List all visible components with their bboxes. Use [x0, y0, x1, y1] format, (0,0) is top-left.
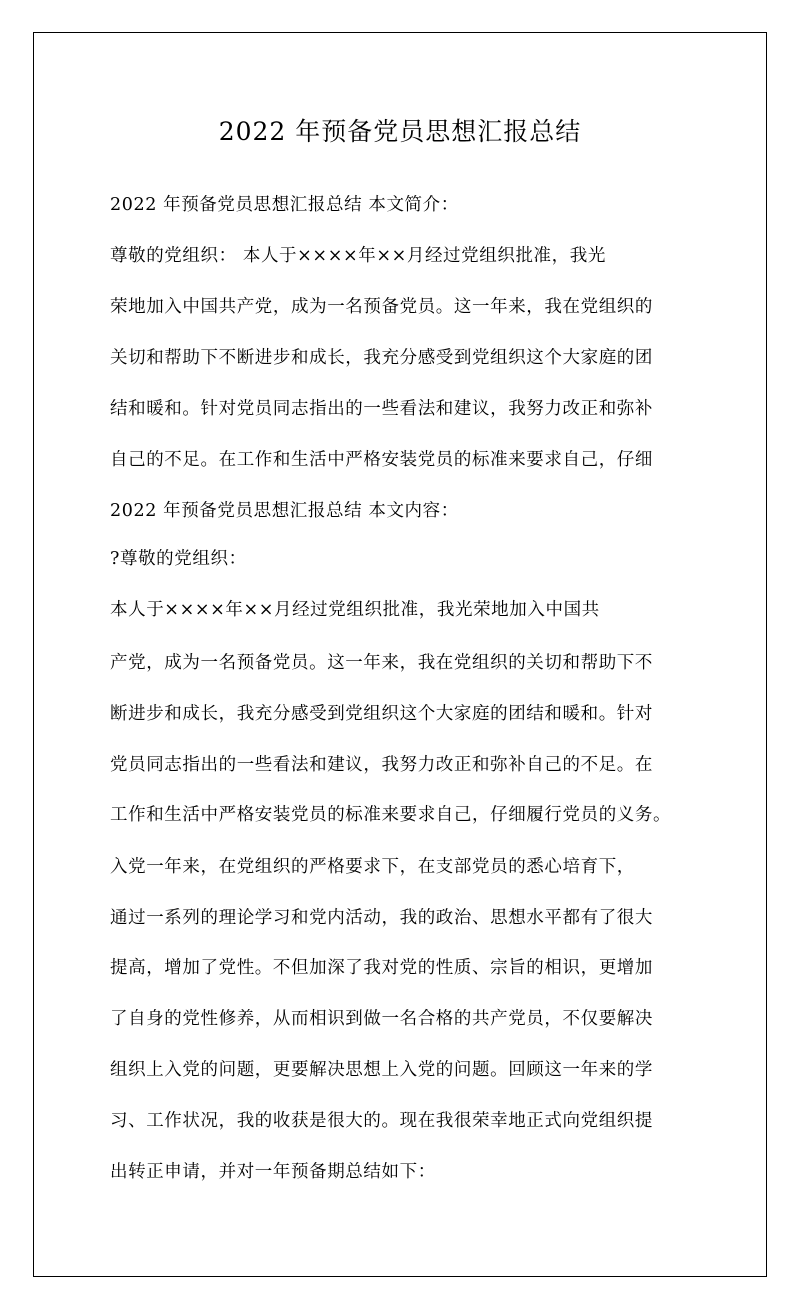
- text-line-6: 自己的不足。在工作和生活中严格安装党员的标准来要求自己，仔细: [110, 450, 653, 470]
- text-line-20: 出转正申请，并对一年预备期总结如下：: [110, 1162, 436, 1182]
- text-line-13: 工作和生活中严格安装党员的标准来要求自己，仔细履行党员的义务。: [110, 805, 672, 825]
- text-line-10: 产党，成为一名预备党员。这一年来，我在党组织的关切和帮助下不: [110, 653, 653, 673]
- text-line-12: 党员同志指出的一些看法和建议，我努力改正和弥补自己的不足。在: [110, 755, 653, 775]
- text-line-5: 结和暖和。针对党员同志指出的一些看法和建议，我努力改正和弥补: [110, 399, 653, 419]
- text-line-15: 通过一系列的理论学习和党内活动，我的政治、思想水平都有了很大: [110, 908, 653, 928]
- text-line-3: 荣地加入中国共产党，成为一名预备党员。这一年来，我在党组织的: [110, 297, 653, 317]
- text-line-19: 习、工作状况，我的收获是很大的。现在我很荣幸地正式向党组织提: [110, 1111, 653, 1131]
- text-line-9: 本人于××××年××月经过党组织批准，我光荣地加入中国共: [110, 600, 600, 620]
- text-line-7: 2022 年预备党员思想汇报总结 本文内容：: [110, 501, 459, 521]
- text-line-16: 提高，增加了党性。不但加深了我对党的性质、宗旨的相识，更增加: [110, 958, 653, 978]
- text-line-8: ?尊敬的党组织：: [110, 549, 247, 569]
- text-line-2: 尊敬的党组织： 本人于××××年××月经过党组织批准，我光: [110, 246, 606, 266]
- text-line-17: 了自身的党性修养，从而相识到做一名合格的共产党员，不仅要解决: [110, 1009, 653, 1029]
- document-title: 2022 年预备党员思想汇报总结: [218, 117, 582, 146]
- text-line-1: 2022 年预备党员思想汇报总结 本文简介：: [110, 195, 459, 215]
- text-line-18: 组织上入党的问题，更要解决思想上入党的问题。回顾这一年来的学: [110, 1060, 653, 1080]
- text-line-11: 断进步和成长，我充分感受到党组织这个大家庭的团结和暖和。针对: [110, 704, 653, 724]
- text-line-4: 关切和帮助下不断进步和成长，我充分感受到党组织这个大家庭的团: [110, 348, 653, 368]
- text-line-14: 入党一年来，在党组织的严格要求下，在支部党员的悉心培育下，: [110, 857, 635, 877]
